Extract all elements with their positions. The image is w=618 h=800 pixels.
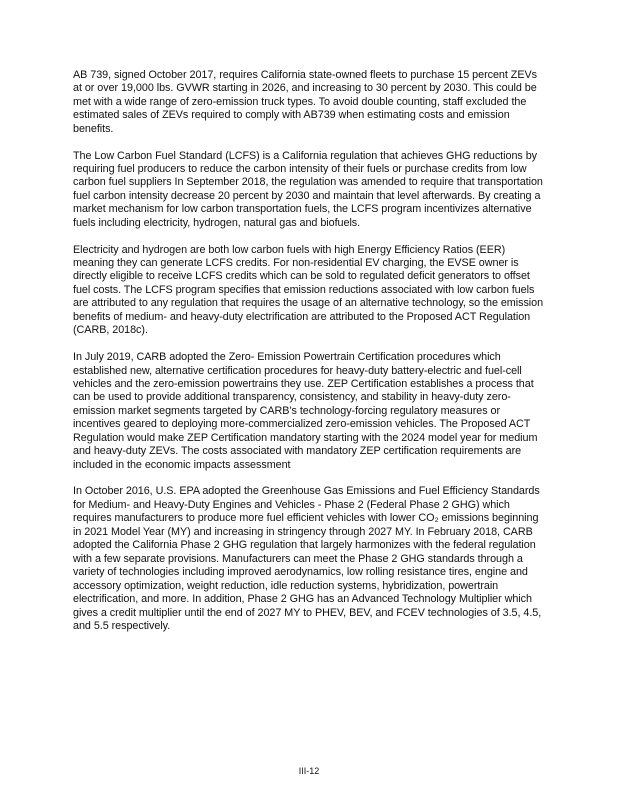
paragraph-ab739: AB 739, signed October 2017, requires California state-owned fleets to purchase 15 percent ZEVs at or over 19,000 lbs. GVWR starting in 2026, and increasing to 30 percent by 2030. This could be met with a wide range of zero-emission truck types. To avoid double counting, staff excluded the estimated sales of ZEVs required to comply with AB739 when estimating costs and emission benefits. xyxy=(73,69,537,135)
document-body xyxy=(73,69,545,647)
paragraph-lcfs: The Low Carbon Fuel Standard (LCFS) is a California regulation that achieves GHG reductions by requiring fuel producers to reduce the carbon intensity of their fuels or purchase credits from low carbon fuel suppliers In September 2018, the regulation was amended to require that transportation fuel carbon intensity decrease 20 percent by 2030 and maintain that level afterwards. By creating a market mechanism for low carbon transportation fuels, the LCFS program incentivizes alternative fuels including electricity, hydrogen, natural gas and biofuels. xyxy=(73,149,543,229)
paragraph-phase2-ghg: In October 2016, U.S. EPA adopted the Greenhouse Gas Emissions and Fuel Efficiency Standards for Medium- and Heavy-Duty Engines and Vehicles - Phase 2 (Federal Phase 2 GHG) which requires manufacturers to produce more fuel efficient vehicles with lower CO₂ emissions beginning in 2021 Model Year (MY) and increasing in stringency through 2027 MY. In February 2018, CARB adopted the California Phase 2 GHG regulation that largely harmonizes with the federal regulation with a few separate provisions. Manufacturers can meet the Phase 2 GHG standards through a variety of technologies including improved aerodynamics, low rolling resistance tires, engine and accessory optimization, weight reduction, idle reduction systems, hybridization, powertrain electrification, and more. In addition, Phase 2 GHG has an Advanced Technology Multiplier which gives a credit multiplier until the end of 2027 MY to PHEV, BEV, and FCEV technologies of 3.5, 4.5, and 5.5 respectively. xyxy=(73,485,542,632)
paragraph-zep-certification: In July 2019, CARB adopted the Zero- Emission Powertrain Certification procedures which established new, alternative certification procedures for heavy-duty battery-electric and fuel-cell vehicles and the zero-emission powertrains they use. ZEP Certification establishes a process that can be used to provide additional transparency, consistency, and stability in heavy-duty zero-emission market segments targeted by CARB’s technology-forcing regulatory measures or incentives geared to deploying more-commercialized zero-emission vehicles. The Proposed ACT Regulation would make ZEP Certification mandatory starting with the 2024 model year for medium and heavy-duty ZEVs. The costs associated with mandatory ZEP certification requirements are included in the economic impacts assessment xyxy=(73,351,538,471)
page-number: III-12 xyxy=(298,766,320,776)
paragraph-lcfs-credits: Electricity and hydrogen are both low carbon fuels with high Energy Efficiency Ratios (EER) meaning they can generate LCFS credits. For non-residential EV charging, the EVSE owner is directly eligible to receive LCFS credits which can be sold to regulated deficit generators to offset fuel costs. The LCFS program specifies that emission reductions associated with low carbon fuels are attributed to any regulation that requires the usage of an alternative technology, so the emission benefits of medium- and heavy-duty electrification are attributed to the Proposed ACT Regulation (CARB, 2018c). xyxy=(73,243,544,337)
